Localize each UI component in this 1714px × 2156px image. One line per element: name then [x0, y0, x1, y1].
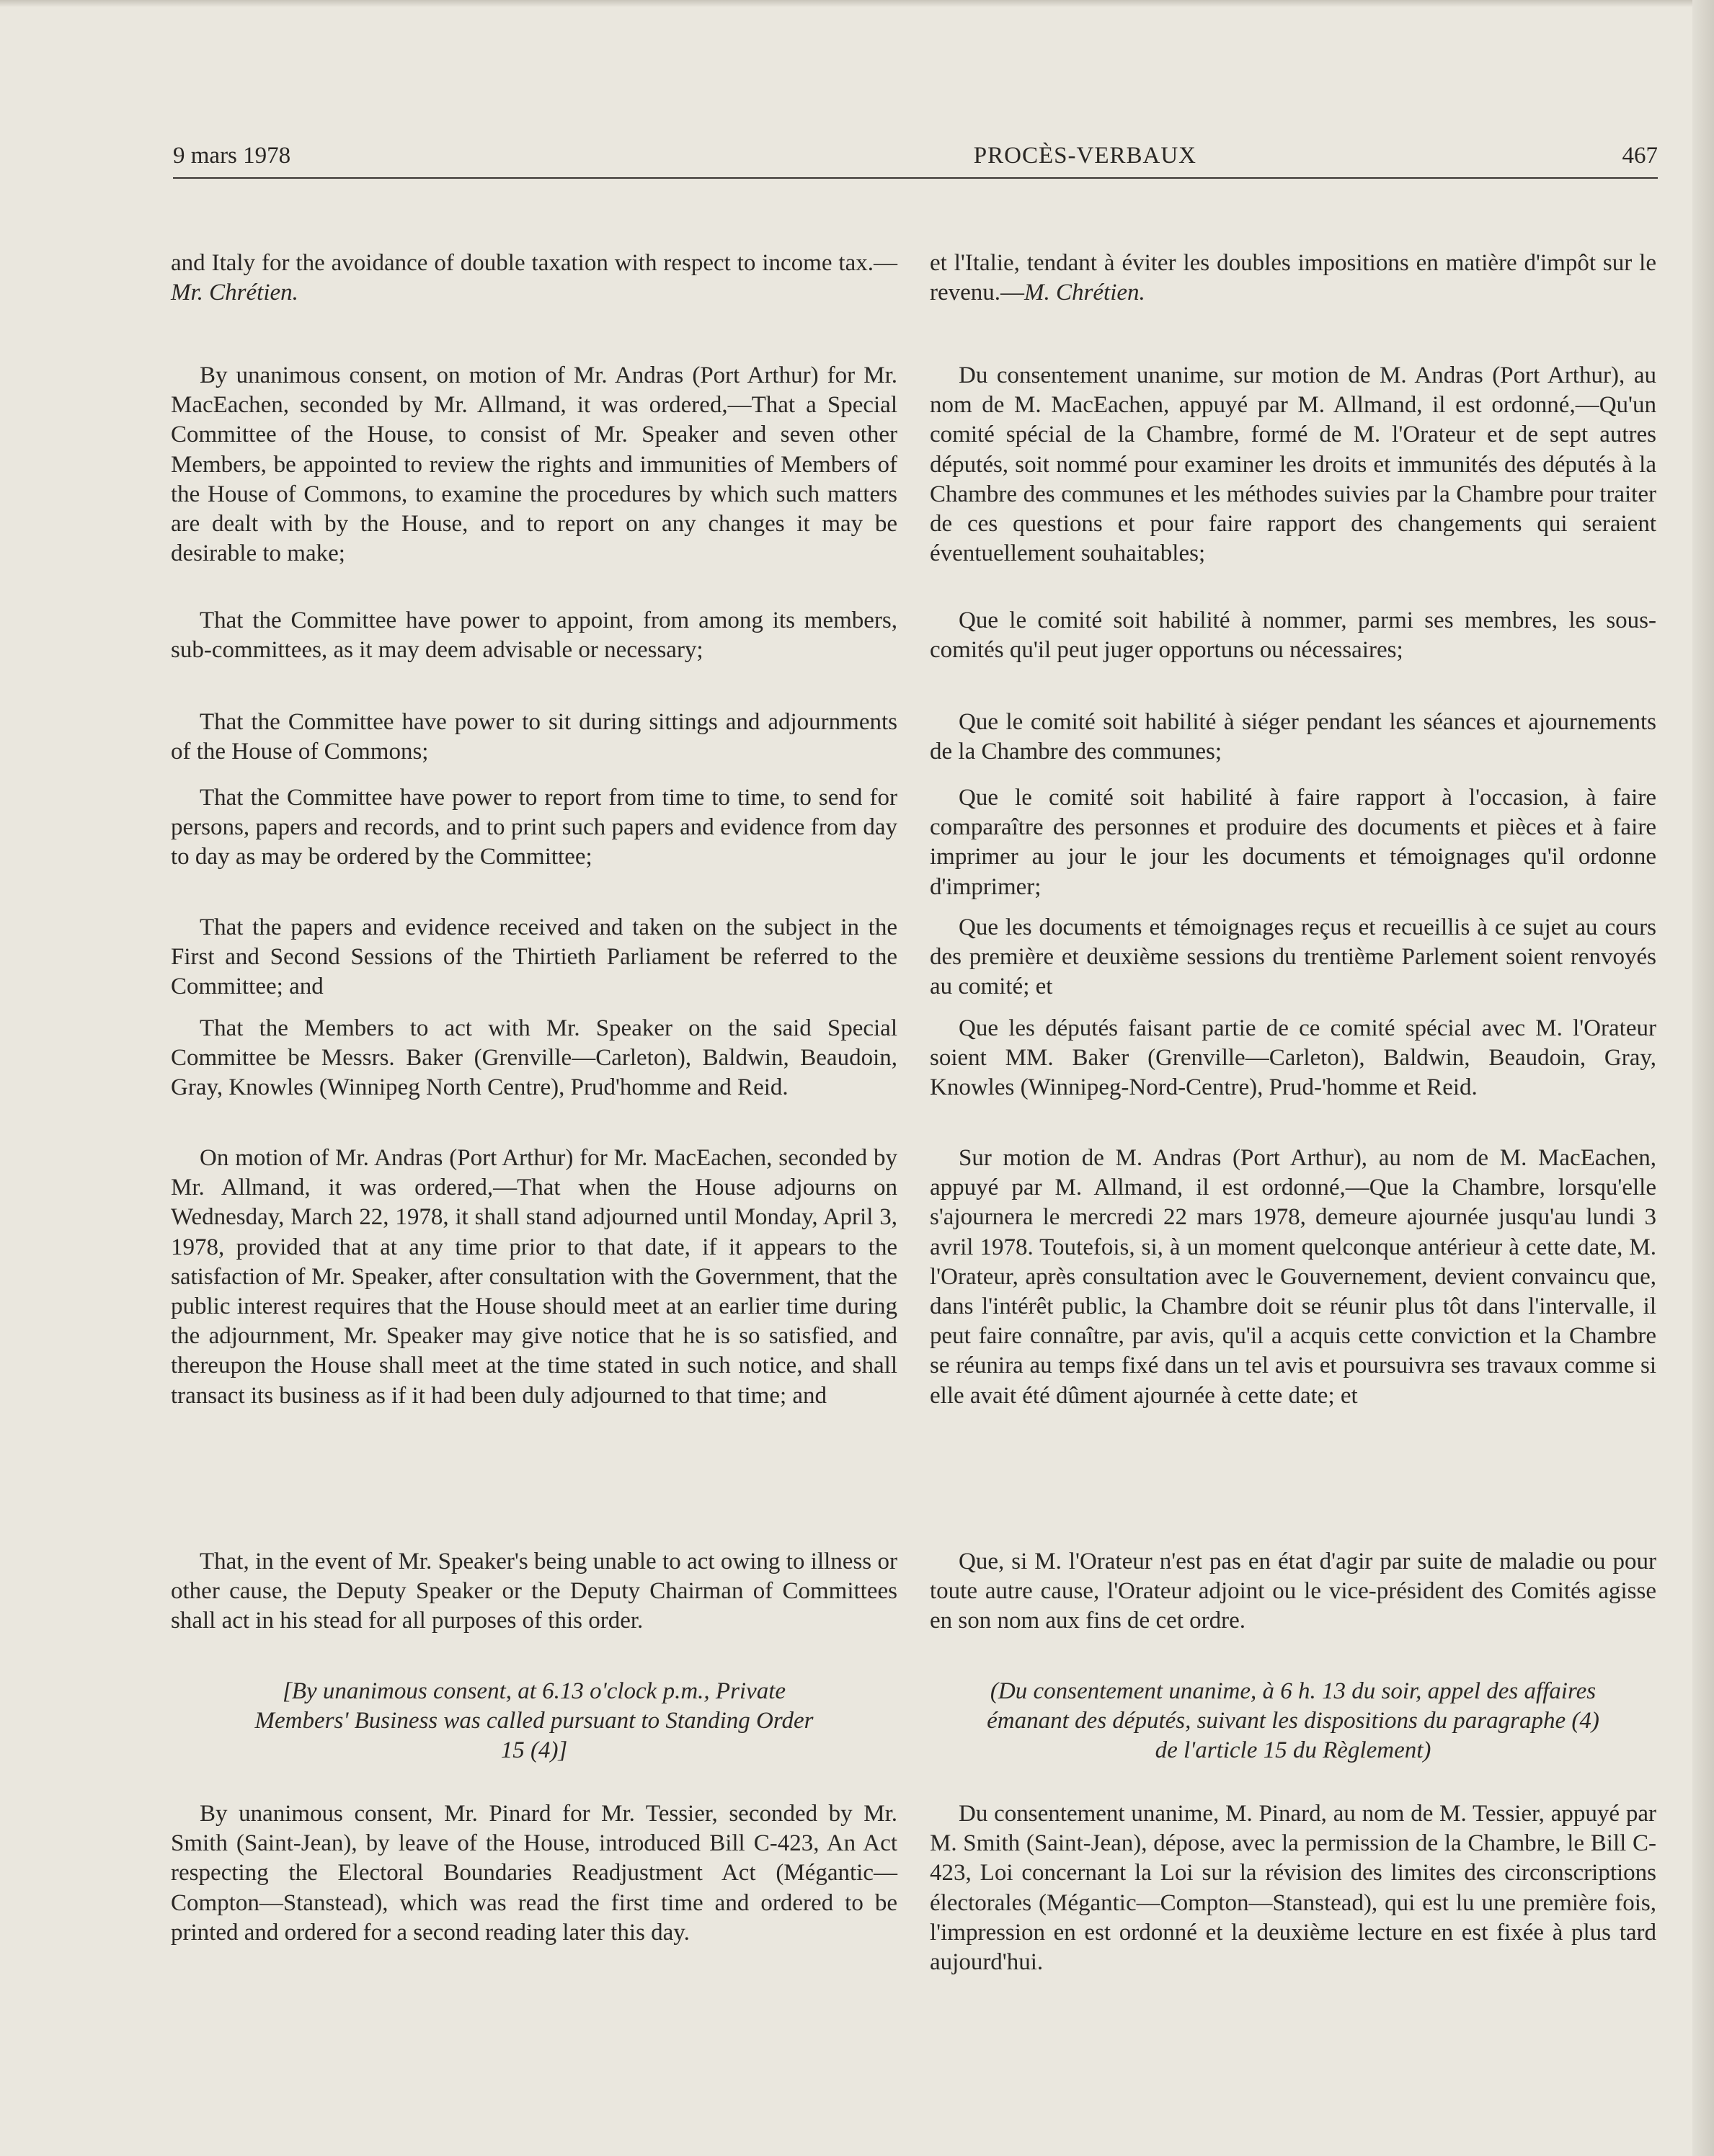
paragraph-members: That the Members to act with Mr. Speaker on the said Special Committee be Messrs. Baker (Grenville—Carleton), Baldwin, Beaudoin, Gray, Knowles (Winnipeg North Centre), Prud'homme and Reid. — [171, 1015, 897, 1101]
paragraph-sittings: That the Committee have power to sit during sittings and adjournments of the House of Commons; — [171, 709, 897, 765]
header-rule — [173, 177, 1658, 179]
paragraph-adjournment-motion: On motion of Mr. Andras (Port Arthur) for Mr. MacEachen, seconded by Mr. Allmand, it was ordered,—That when the House adjourns on Wednesday, March 22, 1978, it shall stand adjourned until Monday, April 3, 1978, provided that at any time prior to that date, if it appears to the satisfaction of Mr. Speaker, after consultation with the Government, that the public interest requires that the House should meet at an earlier time during the adjournment, Mr. Speaker may give notice that he is so satisfied, and thereupon the House shall meet at the time stated in such notice, and shall transact its business as if it had been duly adjourned to that time; and — [171, 1145, 897, 1409]
paragraph-author: Mr. Chrétien. — [171, 280, 298, 306]
paragraph-deputy-speaker: Que, si M. l'Orateur n'est pas en état d'agir par suite de maladie ou pour toute autre cause, l'Orateur adjoint ou le vice-président des Comités agisse en son nom aux fins de cet ordre. — [930, 1549, 1656, 1634]
header-date: 9 mars 1978 — [173, 143, 291, 169]
paragraph-members: Que les députés faisant partie de ce comité spécial avec M. l'Orateur soient MM. Baker (Grenville—Carleton), Baldwin, Beaudoin, Gray, Knowles (Winnipeg-Nord-Centre), Prud-'homme et Reid. — [930, 1015, 1656, 1101]
paragraph-text: and Italy for the avoidance of double taxation with respect to income tax.— — [171, 250, 897, 276]
paragraph-special-committee-motion: By unanimous consent, on motion of Mr. Andras (Port Arthur) for Mr. MacEachen, seconded by Mr. Allmand, it was ordered,—That a Special Committee of the House, to consist of Mr. Speaker and seven other Members, be appointed to review the rights and immunities of Members of the House of Commons, to examine the procedures by which such matters are dealt with by the House, and to report on any changes it may be desirable to make; — [171, 362, 897, 567]
paragraph-adjournment-motion: Sur motion de M. Andras (Port Arthur), au nom de M. MacEachen, appuyé par M. Allmand, il est ordonné,—Que la Chambre, lorsqu'elle s'ajournera le mercredi 22 mars 1978, demeure ajournée jusqu'au lundi 3 avril 1978. Toutefois, si, à un moment quelconque antérieur à cette date, M. l'Orateur, après consultation avec le Gouvernement, devient convaincu que, dans l'intérêt public, la Chambre doit se réunir plus tôt dans l'intervalle, il peut faire connaître, par avis, qu'il a acquis cette conviction et la Chambre se réunira au temps fixé dans un tel avis et poursuivra ses travaux comme si elle avait été dûment ajournée à cette date; et — [930, 1145, 1656, 1409]
paragraph-continuation — [171, 249, 897, 308]
paragraph-bill-introduction: By unanimous consent, Mr. Pinard for Mr. Tessier, seconded by Mr. Smith (Saint-Jean), by leave of the House, introduced Bill C-423, An Act respecting the Electoral Boundaries Readjustment Act (Mégantic—Compton—Stanstead), which was read the first time and ordered to be printed and ordered for a second reading later this day. — [171, 1801, 897, 1946]
page-number: 467 — [1622, 143, 1658, 169]
page-top-edge — [0, 0, 1714, 7]
procedural-note: [By unanimous consent, at 6.13 o'clock p.m., Private Members' Business was called pursuant to Standing Order 15 (4)] — [254, 1678, 814, 1764]
paragraph-report-power: That the Committee have power to report from time to time, to send for persons, papers and records, and to print such papers and evidence from day to day as may be ordered by the Committee; — [171, 785, 897, 870]
paragraph-bill-introduction: Du consentement unanime, M. Pinard, au nom de M. Tessier, appuyé par M. Smith (Saint-Jean), dépose, avec la permission de la Chambre, le Bill C-423, Loi concernant la Loi sur la révision des limites des circonscriptions électorales (Mégantic—Compton—Stanstead), qui est lu une première fois, l'impression en est ordonné et la deuxième lecture en est fixée à plus tard aujourd'hui. — [930, 1801, 1656, 1976]
paragraph-author: M. Chrétien. — [1024, 280, 1145, 306]
paragraph-special-committee-motion: Du consentement unanime, sur motion de M. Andras (Port Arthur), au nom de M. MacEachen, appuyé par M. Allmand, il est ordonné,—Qu'un comité spécial de la Chambre, formé de M. l'Orateur et de sept autres députés, soit nommé pour examiner les droits et immunités des députés à la Chambre des communes et les méthodes suivies par la Chambre pour traiter de ces questions et pour faire rapport des changements qui seraient éventuellement souhaitables; — [930, 362, 1656, 567]
page-gutter-shadow — [1692, 0, 1714, 2156]
paragraph-papers-referred: That the papers and evidence received and taken on the subject in the First and Second Sessions of the Thirtieth Parliament be referred to the Committee; and — [171, 914, 897, 1000]
paragraph-subcommittees: Que le comité soit habilité à nommer, parmi ses membres, les sous-comités qu'il peut juger opportuns ou nécessaires; — [930, 607, 1656, 664]
paragraph-subcommittees: That the Committee have power to appoint, from among its members, sub-committees, as it may deem advisable or necessary; — [171, 607, 897, 664]
page-header — [173, 141, 1658, 184]
paragraph-report-power: Que le comité soit habilité à faire rapport à l'occasion, à faire comparaître des personnes et produire des documents et pièces et à faire imprimer au jour le jour les documents et témoignages qu'il ordonne d'imprimer; — [930, 785, 1656, 900]
paragraph-text: et l'Italie, tendant à éviter les doubles impositions en matière d'impôt sur le revenu.— — [930, 250, 1656, 306]
header-title: PROCÈS-VERBAUX — [973, 143, 1196, 169]
procedural-note: (Du consentement unanime, à 6 h. 13 du soir, appel des affaires émanant des députés, suivant les dispositions du paragraphe (4) de l'article 15 du Règlement) — [987, 1678, 1599, 1764]
paragraph-sittings: Que le comité soit habilité à siéger pendant les séances et ajournements de la Chambre des communes; — [930, 709, 1656, 765]
paragraph-continuation — [930, 249, 1656, 308]
paragraph-deputy-speaker: That, in the event of Mr. Speaker's being unable to act owing to illness or other cause, the Deputy Speaker or the Deputy Chairman of Committees shall act in his stead for all purposes of this order. — [171, 1549, 897, 1634]
paragraph-papers-referred: Que les documents et témoignages reçus et recueillis à ce sujet au cours des première et deuxième sessions du trentième Parlement soient renvoyés au comité; et — [930, 914, 1656, 1000]
